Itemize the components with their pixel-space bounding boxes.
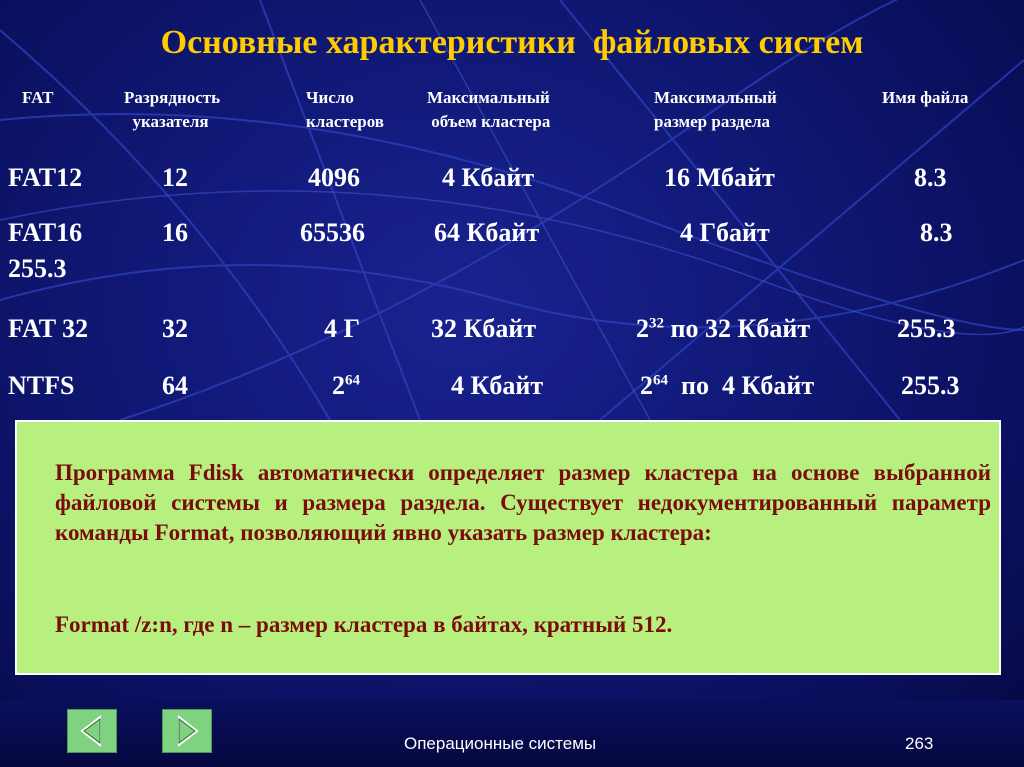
clusters-exponent: 64 — [345, 372, 360, 389]
page-title: Основные характеристики файловых систем — [160, 24, 864, 61]
page-number: 263 — [905, 734, 934, 753]
table-cell-filename: 255.3 — [897, 314, 956, 343]
previous-slide-button[interactable] — [67, 709, 117, 753]
table-cell-filename: 8.3 — [920, 218, 953, 247]
table-cell-partition — [640, 371, 814, 401]
table-cell-fat: FAT 32 — [8, 314, 89, 343]
table-cell-clusters: 4096 — [308, 163, 360, 192]
table-cell-filename-overflow: 255.3 — [8, 254, 67, 283]
note-box — [15, 420, 1001, 675]
table-cell-bits: 64 — [162, 371, 188, 400]
column-header-filename: Имя файла — [882, 88, 969, 107]
column-header-fat: FAT — [22, 88, 54, 107]
partition-exponent: 32 — [649, 315, 664, 332]
arrow-right-icon — [163, 710, 211, 752]
partition-base: 2 — [640, 371, 653, 400]
column-header-partition-size: Максимальный размер раздела — [654, 88, 777, 131]
table-cell-fat: FAT16 — [8, 218, 83, 247]
partition-base: 2 — [636, 314, 649, 343]
note-format-command: Format /z:n, где n – размер кластера в байтах, кратный 512. — [55, 612, 673, 637]
note-paragraph: Программа Fdisk автоматически определяет размер кластера на основе выбранной файловой системы и размера раздела. Существует недокументированный параметр команды Format, позволяющий явно указать размер кластера: — [55, 460, 991, 545]
clusters-base: 2 — [332, 371, 345, 400]
table-cell-fat: FAT12 — [8, 163, 83, 192]
column-header-bits: Разрядность указателя — [124, 88, 221, 131]
table-cell-partition — [636, 314, 810, 344]
partition-rest: по 32 Кбайт — [664, 314, 811, 343]
column-header-cluster-size: Максимальный объем кластера — [427, 88, 551, 131]
footer-course-title: Операционные системы — [404, 734, 597, 753]
table-cell-partition: 16 Мбайт — [664, 163, 775, 192]
table-cell-filename: 8.3 — [914, 163, 947, 192]
table-cell-clusters: 65536 — [300, 218, 365, 247]
partition-rest: по 4 Кбайт — [668, 371, 815, 400]
table-cell-bits: 12 — [162, 163, 188, 192]
table-cell-fat: NTFS — [8, 371, 75, 400]
column-header-clusters: Число кластеров — [306, 88, 384, 131]
table-cell-clusters — [332, 371, 360, 401]
table-cell-cluster-size: 32 Кбайт — [431, 314, 537, 343]
table-cell-filename: 255.3 — [901, 371, 960, 400]
table-cell-clusters: 4 Г — [324, 314, 361, 343]
table-cell-cluster-size: 4 Кбайт — [442, 163, 535, 192]
next-slide-button[interactable] — [162, 709, 212, 753]
table-cell-cluster-size: 4 Кбайт — [451, 371, 544, 400]
partition-exponent: 64 — [653, 372, 668, 389]
table-cell-bits: 16 — [162, 218, 188, 247]
table-cell-partition: 4 Гбайт — [680, 218, 770, 247]
table-cell-cluster-size: 64 Кбайт — [434, 218, 540, 247]
arrow-left-icon — [68, 710, 116, 752]
table-cell-bits: 32 — [162, 314, 188, 343]
